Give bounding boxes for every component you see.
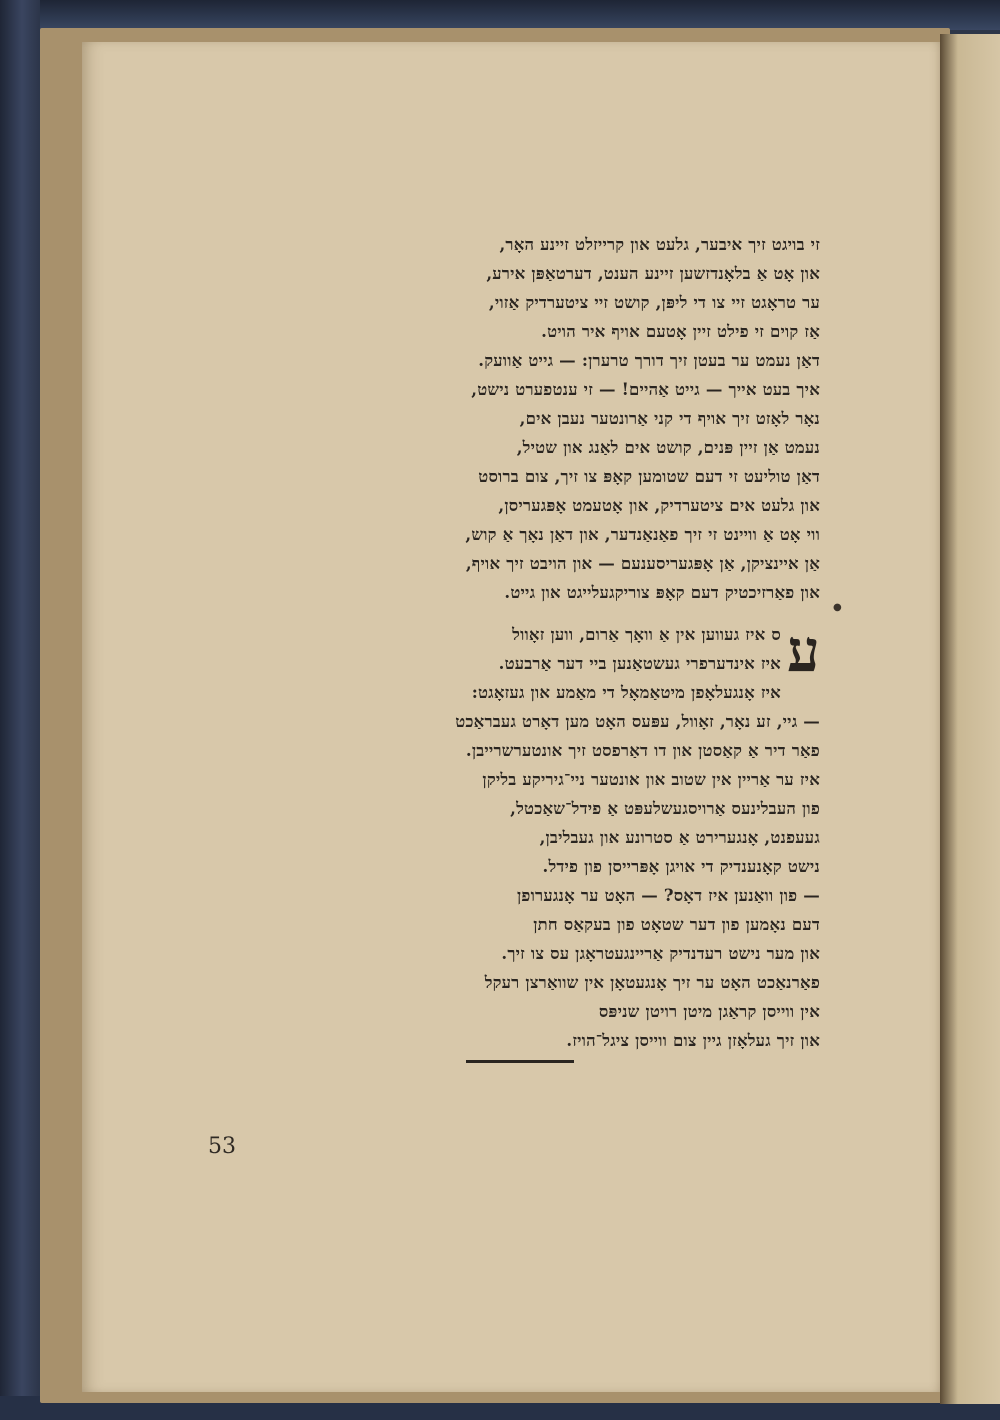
poem-line: און גלעט אים ציטערדיק, און אָטעמט אָפּגעריסן, xyxy=(498,496,820,515)
poem-line: דאַן נעמט ער בעטן זיך דורך טרערן: — גייט אַוועק. xyxy=(478,351,820,370)
page-number: 53 xyxy=(208,1134,236,1159)
poem-line: און אָט אַ בלאָנדזשען זיינע הענט, דערטאַפּן אירע, xyxy=(486,264,820,283)
book-cover-top xyxy=(0,0,1000,30)
poem-line: פאַרנאַכט האָט ער זיך אָנגעטאָן אין שוואַרצן רעקל xyxy=(484,973,820,992)
poem-line: אַז קוים זי פילט זיין אָטעם אויף איר הויט. xyxy=(541,322,820,341)
poem-line: און מער נישט רעדנדיק אַריינגעטראָגן עס צו זיך. xyxy=(501,944,820,963)
poem-line: דאַן טוליעט זי דעם שטומען קאָפּ צו זיך, צום ברוסט xyxy=(478,467,820,486)
poem-line: פאַר דיר אַ קאַסטן און דו דאַרפסט זיך אונטערשרייבן. xyxy=(465,741,820,760)
dropcap-letter: ע xyxy=(786,617,820,685)
end-rule-divider xyxy=(466,1060,574,1063)
poem-line: און זיך געלאָזן גיין צום ווייסן ציגל־הויז. xyxy=(566,1031,820,1050)
poem-line: איך בעט אייך — גייט אַהיים! — זי ענטפערט נישט, xyxy=(471,380,820,399)
poem-line: נאָר לאָזט זיך אויף די קני אַרונטער נעבן אים, xyxy=(519,409,820,428)
poem-line: אין ווייסן קראַגן מיטן רויטן שניפּס xyxy=(598,1002,820,1021)
poem-line: דעם נאָמען פון דער שטאָט פון בעקאַס חתן xyxy=(533,915,820,934)
poem-line: איז ער אַריין אין שטוב און אונטער ניי־גיריקע בליקן xyxy=(482,770,820,789)
poem-line: אַן איינציקן, אַן אָפּגעריסענעם — און הויבט זיך אויף, xyxy=(465,554,820,573)
poem-line: ווי אָט אַ וויינט זי זיך פאַנאַנדער, און דאַן נאָך אַ קוש, xyxy=(465,525,820,544)
dropcap-paragraph-start xyxy=(455,617,820,685)
book-cover-spine xyxy=(0,0,40,1420)
poem-line: איז אָנגעלאָפן מיטאַמאָל די מאַמע און געזאָגט: xyxy=(471,683,781,702)
poem-line: ס איז געווען אין אַ וואָך אַרום, ווען זאָוול xyxy=(512,625,781,644)
poem-line: און פאַרזיכטיק דעם קאָפּ צוריקגעלייגט און גייט. xyxy=(504,583,820,602)
poem-line: — גיי, זע נאָר, זאָוול, עפּעס האָט מען דאָרט געבראַכט xyxy=(455,712,820,731)
section-ornament: ● xyxy=(833,602,842,613)
stanza-1 xyxy=(465,230,820,607)
facing-page-edge xyxy=(940,34,1000,1404)
poem-line: — פון וואַנען איז דאָס? — האָט ער אָנגערופן xyxy=(517,886,820,905)
poem-line: פון העבלינעס אַרויסגעשלעפּט אַ פידל־שאַכטל, xyxy=(510,799,820,818)
poem-line: נעמט אַן זיין פּנים, קושט אים לאַנג און שטיל, xyxy=(516,438,820,457)
stanza-2 xyxy=(455,617,820,1055)
poem-line: זי בויגט זיך איבער, גלעט און קרייזלט זיינע האָר, xyxy=(499,235,820,254)
poem-line: ער טראָגט זיי צו די ליפּן, קושט זיי ציטערדיק אַזוי, xyxy=(488,293,820,312)
poem-line: געעפנט, אָנגערירט אַ סטרונע און געבליבן, xyxy=(539,828,820,847)
poem-line: איז אינדערפרי געשטאַנען ביי דער אַרבעט. xyxy=(498,654,781,673)
poem-line: נישט קאָנענדיק די אויגן אָפּרייסן פון פידל. xyxy=(542,857,820,876)
